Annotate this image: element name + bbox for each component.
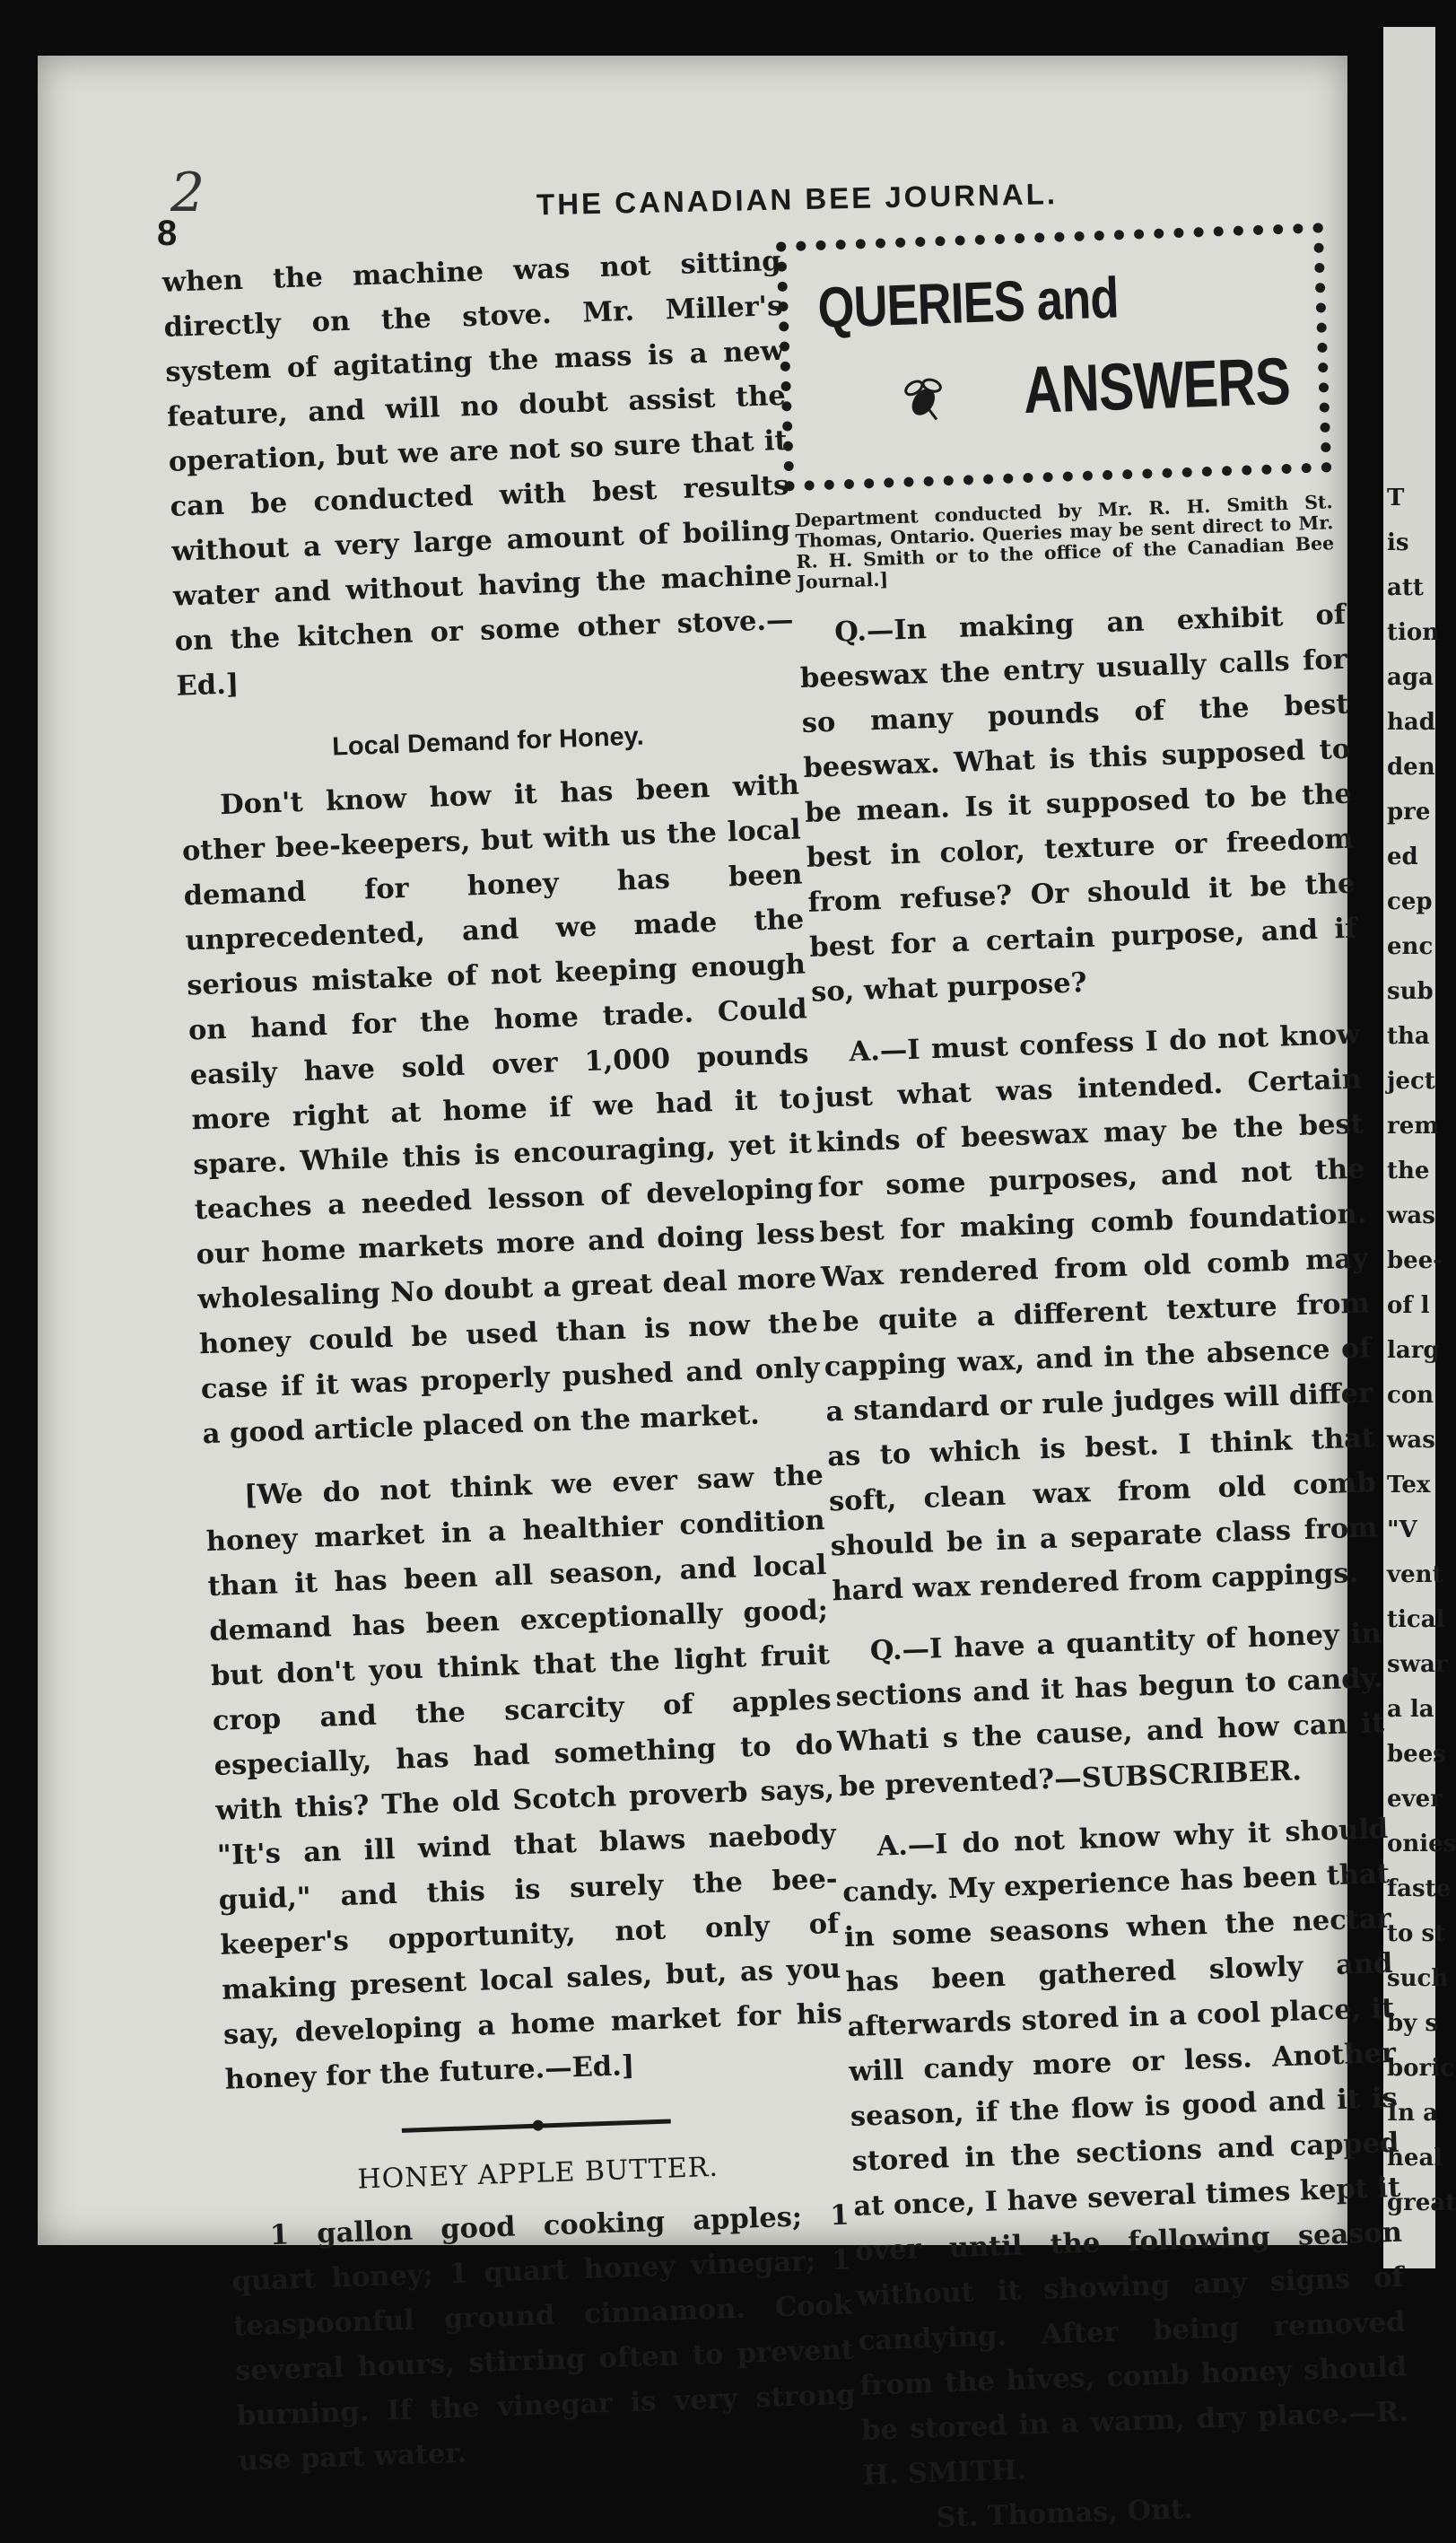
section-divider xyxy=(402,2119,671,2132)
signoff-location: St. Thomas, Ont. xyxy=(935,2492,1194,2534)
adjacent-page-fragment: was xyxy=(1387,1427,1435,1454)
adjacent-page-fragment: swar xyxy=(1387,1651,1448,1678)
adjacent-page-fragment: of l xyxy=(1387,1292,1430,1319)
adjacent-page-fragment: enc xyxy=(1387,933,1434,960)
adjacent-page-fragment: tion xyxy=(1387,619,1440,646)
adjacent-page-fragment: Tex xyxy=(1387,1472,1431,1499)
adjacent-page-fragment: vent xyxy=(1387,1561,1443,1588)
adjacent-page-fragment: heal xyxy=(1387,2145,1443,2172)
adjacent-page-fragment: T xyxy=(1387,485,1405,511)
recipe-title: HONEY APPLE BUTTER. xyxy=(356,2151,719,2196)
adjacent-page-fragment: was xyxy=(1387,1202,1435,1229)
queries-answers-banner xyxy=(776,223,1331,491)
adjacent-page-fragment: ject xyxy=(1387,1068,1435,1095)
banner-title-line1: QUERIES and xyxy=(816,265,1120,341)
handwritten-mark: 2 xyxy=(170,162,205,224)
question-2: Q.—I have a quantity of honey in sections and it has begun to candy. Whati s the cause, and how can it be prevented?—SUBSCRIBER. xyxy=(835,1617,1385,1804)
running-head: THE CANADIAN BEE JOURNAL. xyxy=(536,177,1059,222)
adjacent-page-fragment: ed xyxy=(1387,843,1418,870)
question-1: Q.—In making an exhibit of beeswax the entry usually calls for so many pounds of the best beeswax. What is this supposed to be mean. Is it supposed to be the best in color, texture or freedom from refuse? Or should it be the best for a certain purpose, and if so, what purpose? xyxy=(799,598,1357,1009)
adjacent-page-fragment: onies xyxy=(1387,1831,1456,1857)
adjacent-page-fragment: rem xyxy=(1387,1113,1439,1140)
adjacent-page-fragment: "V xyxy=(1387,1516,1417,1543)
article-paragraph: Don't know how it has been with other bee-keepers, but with us the local demand for honey has been unprecedented, and we made the serious mistake of not keeping enough on hand for the home trade. Could easily have sold over 1,000 pounds more right at home if we had it to spare. While this is encouraging, yet it teaches a needed lesson of developing our home markets more and doing less wholesaling No doubt a great deal more honey could be used than is now the case if it was properly pushed and only a good article placed on the market. xyxy=(181,768,821,1451)
adjacent-page-fragment: sub xyxy=(1387,978,1434,1005)
adjacent-page-fragment: had xyxy=(1387,709,1435,736)
adjacent-page-fragment: den xyxy=(1387,754,1435,781)
adjacent-page-fragment: by s xyxy=(1387,2010,1438,2037)
adjacent-page-fragment: bee- xyxy=(1387,1247,1443,1274)
continued-paragraph: when the machine was not sitting directly on the stove. Mr. Miller's system of agitating the mass is a new feature, and will no doubt assist the operation, but we are not so sure that it can be conducted with best results without a very large amount of boiling water and without having the machine on the kitchen or some other stove.—Ed.] xyxy=(161,244,795,703)
recipe-text: 1 gallon good cooking apples; 1 quart honey; 1 quart honey vinegar; 1 teaspoonful ground cinnamon. Cook several hours, stirring often to prevent burning. If the vinegar is very strong use part water. xyxy=(231,2198,857,2477)
right-column xyxy=(767,223,1421,2543)
adjacent-page-fragment: such xyxy=(1387,1965,1449,1992)
adjacent-page-fragment: att xyxy=(1387,574,1424,601)
page-number: 8 xyxy=(157,214,178,253)
adjacent-page-fragment: great xyxy=(1387,2189,1456,2216)
section-heading: Local Demand for Honey. xyxy=(331,721,645,762)
adjacent-page-fragment: is xyxy=(1387,529,1409,556)
adjacent-page-fragment: a la xyxy=(1387,1696,1434,1723)
adjacent-page-fragment: tha xyxy=(1387,1023,1430,1050)
bee-icon xyxy=(895,371,951,426)
answer-2: A.—I do not know why it should candy. My experience has been that in some seasons when the nectar has been gathered slowly and afterwards stored in a cool place, it will candy more or less. Another season, if the flow is good and it is stored in the sections and capped at once, I have several times kept it over until the following season without it showing any signs of candying. After being removed from the hives, comb honey should be stored in a warm, dry place.—R. H. SMITH. xyxy=(841,1812,1409,2492)
adjacent-page-fragment: con xyxy=(1387,1382,1434,1409)
adjacent-page-fragment: to st xyxy=(1387,1920,1446,1947)
adjacent-page-fragment: faste xyxy=(1387,1875,1452,1902)
adjacent-page-fragment: cep xyxy=(1387,888,1433,915)
adjacent-page-fragment: bees xyxy=(1387,1741,1446,1768)
left-column xyxy=(161,239,858,2484)
adjacent-page-fragment: pre xyxy=(1387,799,1431,826)
banner-title-line2: ANSWERS xyxy=(1022,343,1292,428)
adjacent-page-fragment: In a xyxy=(1387,2100,1438,2127)
adjacent-page-fragment: aga xyxy=(1387,664,1434,691)
adjacent-page-fragment: ever xyxy=(1387,1786,1443,1813)
editor-reply: [We do not think we ever saw the honey market in a healthier condition than it has been all season, and local demand has been exceptionally good; but don't you think that the light fruit crop and the scarcity of apples especially, has had something to do with this? The old Scotch proverb says, "It's an ill wind that blaws naebody guid," and this is surely the bee-keeper's opportunity, not only of making present local sales, but, as you say, developing a home market for his honey for the future.—Ed.] xyxy=(205,1459,843,2096)
adjacent-page-fragment: the xyxy=(1387,1158,1430,1184)
adjacent-page-fragment: tical xyxy=(1387,1606,1445,1633)
adjacent-page-fragment: larg xyxy=(1387,1337,1440,1364)
department-note: Department conducted by Mr. R. H. Smith St. Thomas, Ontario. Queries may be sent direct to Mr. R. H. Smith or to the office of the Canadian Bee Journal.] xyxy=(794,491,1335,594)
answer-1: A.—I must confess I do not know just what was intended. Certain kinds of beeswax may be the best for some purposes, and not the best for making comb foundation. Wax rendered from old comb may be quite a different texture from capping wax, and in the absence of a standard or rule judges will differ as to which is best. I think that soft, clean wax from old comb should be in a separate class from hard wax rendered from cappings. xyxy=(814,1018,1379,1608)
adjacent-page-fragment: boric xyxy=(1387,2055,1454,2082)
